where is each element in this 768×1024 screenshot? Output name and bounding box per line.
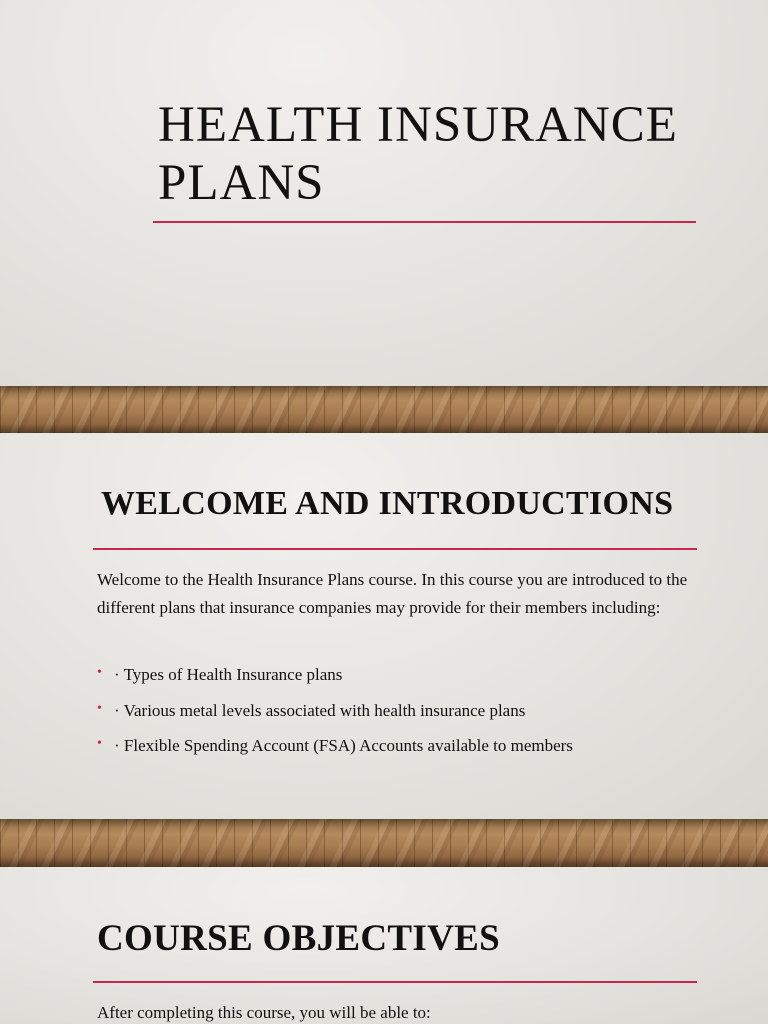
slide-objectives	[0, 867, 768, 1024]
slide-welcome	[0, 433, 768, 819]
wood-floor-divider	[0, 819, 768, 867]
bullet-icon: •	[97, 700, 102, 716]
welcome-intro-text: Welcome to the Health Insurance Plans course. In this course you are introduced to the different plans that insurance companies may provide for their members including:	[97, 570, 688, 617]
list-item	[97, 693, 697, 729]
objectives-divider	[93, 981, 697, 983]
bullet-text: · Types of Health Insurance plans	[114, 665, 343, 684]
welcome-divider	[93, 548, 697, 550]
slide-title-heading	[158, 96, 718, 212]
wood-floor-divider	[0, 386, 768, 433]
title-divider	[153, 221, 696, 223]
bullet-text: · Various metal levels associated with health insurance plans	[114, 700, 526, 720]
objectives-heading: COURSE OBJECTIVES	[97, 918, 500, 959]
bullet-icon: •	[97, 665, 102, 680]
slide-title	[0, 0, 768, 386]
welcome-heading: WELCOME AND INTRODUCTIONS	[101, 485, 674, 522]
bullet-icon: •	[97, 736, 102, 751]
welcome-bullet-list	[97, 657, 697, 764]
title-line-2: PLANS	[158, 155, 325, 211]
objectives-intro-text: After completing this course, you will be able to:	[97, 1003, 431, 1022]
title-line-1: HEALTH INSURANCE	[158, 97, 678, 153]
list-item	[97, 728, 697, 764]
bullet-text: · Flexible Spending Account (FSA) Accounts available to members	[114, 736, 573, 755]
list-item	[97, 657, 697, 693]
